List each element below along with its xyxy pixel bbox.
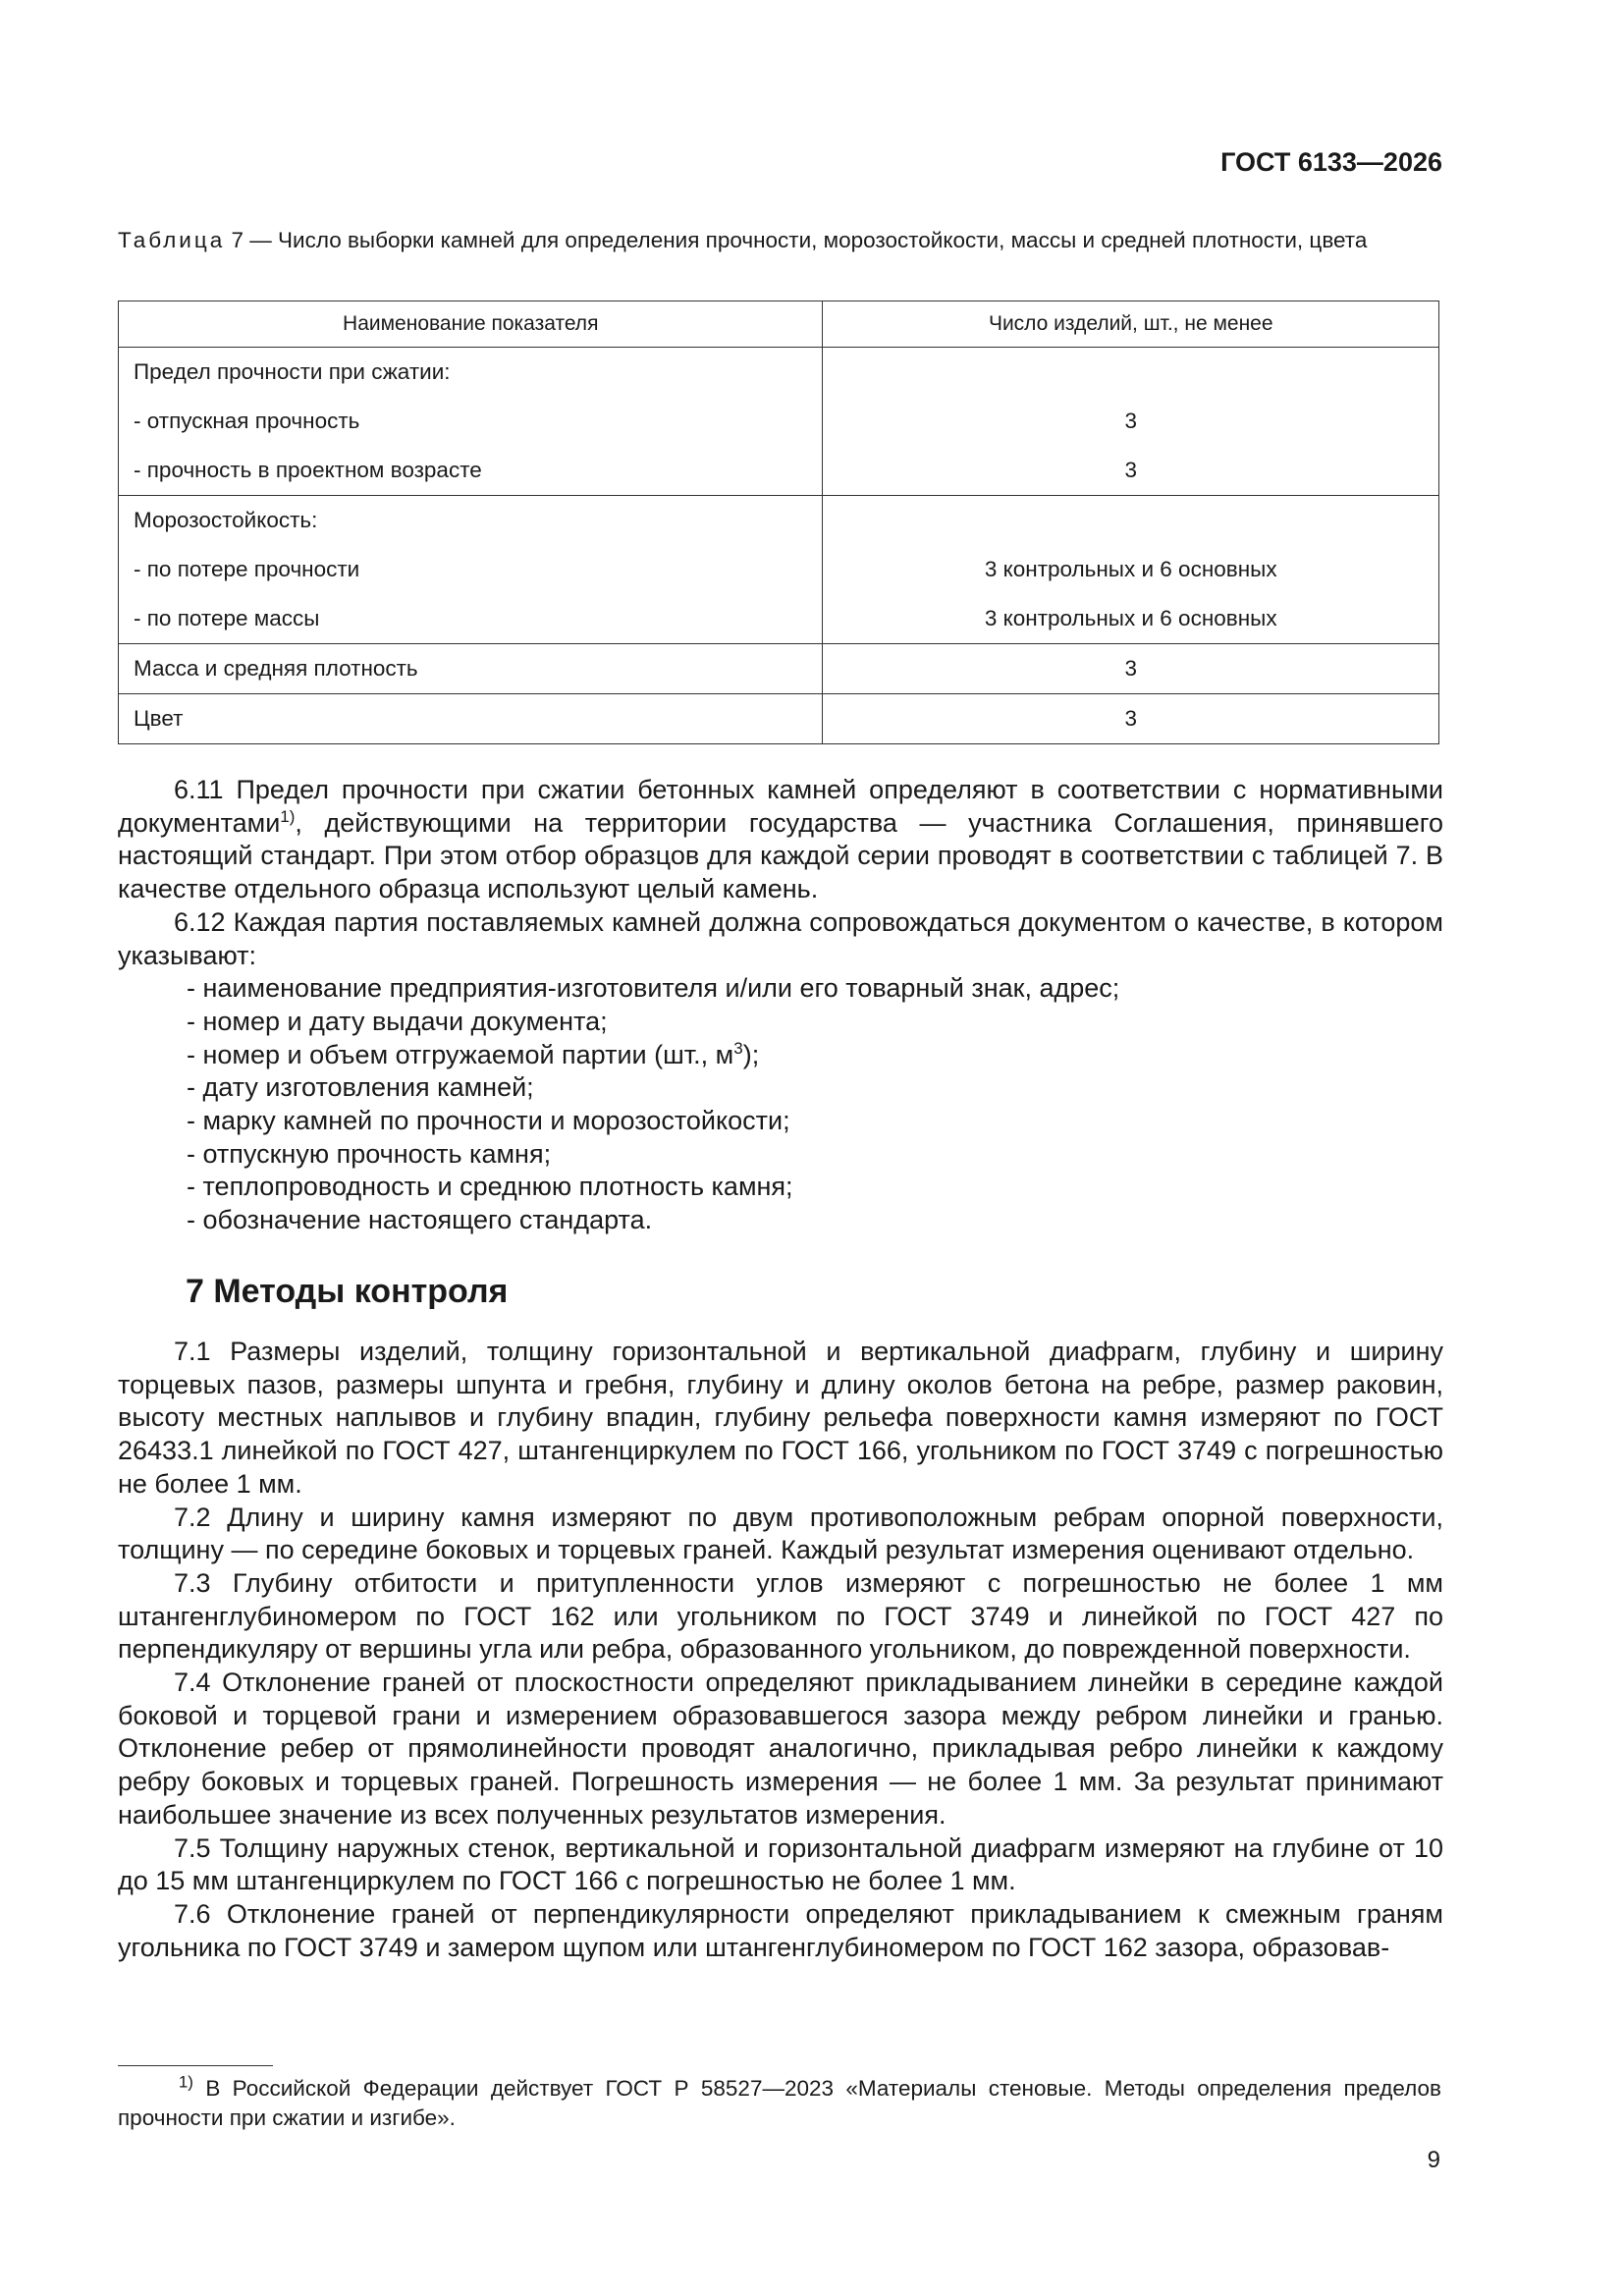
- cell-text: Масса и средняя плотность: [134, 656, 418, 681]
- cell-text: - по потере прочности: [134, 557, 360, 581]
- header-indicator-name: Наименование показателя: [119, 301, 823, 348]
- indicator-cell: [119, 644, 823, 694]
- count-cell: [823, 348, 1439, 496]
- cell-text: - по потере массы: [134, 606, 320, 630]
- cell-value: 3 контрольных и 6 основных: [984, 557, 1277, 581]
- section-7-heading: 7 Методы контроля: [186, 1273, 509, 1310]
- paragraph-7-1: 7.1 Размеры изделий, толщину горизонтальной и вертикальной диафрагм, глубину и ширину торцевых пазов, размеры шпунта и гребня, глубину и длину околов бетона на ребре, размер раковин, высоту местных наплывов и глубину впадин, глубину рельефа поверхности камня измеряют по ГОСТ 26433.1 линейкой по ГОСТ 427, штангенциркулем по ГОСТ 166, угольником по ГОСТ 3749 с погрешностью не более 1 мм.: [118, 1337, 1443, 1499]
- footnote-ref: 1): [280, 806, 296, 826]
- table-caption: [118, 226, 1443, 255]
- paragraph-7-5: 7.5 Толщину наружных стенок, вертикальной и горизонтальной диафрагм измеряют на глубине от 10 до 15 мм штангенциркулем по ГОСТ 166 с погрешностью не более 1 мм.: [118, 1832, 1443, 1896]
- paragraph-text: , действующими на территории государства — участника Соглашения, принявшего настоящий стандарт. При этом отбор образцов для каждой серии проводят в соответствии с таблицей 7. В качестве отдельного образца используют целый камень.: [118, 807, 1443, 904]
- table-row: [119, 694, 1439, 744]
- table-header-row: [119, 301, 1439, 348]
- sample-size-table: [118, 301, 1439, 744]
- list-item: - марку камней по прочности и морозостойкости;: [187, 1106, 790, 1136]
- paragraph-6-11: [118, 774, 1443, 906]
- cell-value: 3: [1124, 458, 1137, 482]
- cell-value: 3: [1124, 409, 1137, 433]
- superscript: 3: [733, 1038, 743, 1058]
- count-cell: [823, 644, 1439, 694]
- cell-text: Предел прочности при сжатии:: [134, 359, 451, 384]
- count-cell: [823, 496, 1439, 644]
- table-row: [119, 644, 1439, 694]
- table-row: [119, 496, 1439, 644]
- cell-value: 3: [1124, 706, 1137, 731]
- paragraph-7-6: 7.6 Отклонение граней от перпендикулярности определяют прикладыванием к смежным граням угольника по ГОСТ 3749 и замером щупом или штангенглубиномером по ГОСТ 162 зазора, образовав-: [118, 1898, 1443, 1962]
- indicator-cell: [119, 694, 823, 744]
- list-item-text: - номер и объем отгружаемой партии (шт., м: [187, 1039, 734, 1069]
- footnote-text: В Российской Федерации действует ГОСТ Р 58527—2023 «Материалы стеновые. Методы определения пределов прочности при сжатии и изгибе».: [118, 2076, 1441, 2130]
- cell-value: [823, 496, 1438, 545]
- page-number: 9: [1427, 2147, 1440, 2173]
- table-row: [119, 348, 1439, 496]
- standard-header: ГОСТ 6133—2026: [1220, 147, 1442, 177]
- cell-text: - прочность в проектном возрасте: [134, 458, 482, 482]
- list-item: - наименование предприятия-изготовителя и/или его товарный знак, адрес;: [187, 973, 1120, 1004]
- count-cell: [823, 694, 1439, 744]
- list-item: - номер и дату выдачи документа;: [187, 1006, 608, 1036]
- list-item: - отпускную прочность камня;: [187, 1138, 552, 1169]
- paragraph-7-3: 7.3 Глубину отбитости и притупленности углов измеряют с погрешностью не более 1 мм штангенглубиномером по ГОСТ 162 или угольником по ГОСТ 3749 и линейкой по ГОСТ 427 по перпендикуляру от вершины угла или ребра, образованного угольником, до поврежденной поверхности.: [118, 1567, 1443, 1665]
- list-item-tail: );: [742, 1039, 760, 1069]
- section-6-text: [118, 774, 1443, 1237]
- list-item: [118, 1039, 1443, 1072]
- table-caption-text: 7 — Число выборки камней для определения прочности, морозостойкости, массы и средней плотности, цвета: [225, 228, 1368, 252]
- paragraph-text: 6.11 Предел прочности при сжатии бетонных камней определяют в соответствии с нормативными документами: [118, 775, 1443, 838]
- section-7-text: [118, 1336, 1443, 1964]
- cell-text: Морозостойкость:: [134, 508, 318, 532]
- footnote-divider: [118, 2065, 273, 2066]
- table-caption-prefix: Таблица: [118, 228, 226, 252]
- cell-text: - отпускная прочность: [134, 409, 360, 433]
- footnote-mark: 1): [178, 2072, 193, 2092]
- indicator-cell: [119, 496, 823, 644]
- paragraph-6-12: 6.12 Каждая партия поставляемых камней должна сопровождаться документом о качестве, в котором указывают:: [118, 906, 1443, 970]
- list-item: - дату изготовления камней;: [187, 1072, 534, 1103]
- cell-value: 3: [1124, 656, 1137, 681]
- header-item-count: Число изделий, шт., не менее: [823, 301, 1439, 348]
- cell-value: [823, 348, 1438, 397]
- indicator-cell: [119, 348, 823, 496]
- paragraph-7-4: 7.4 Отклонение граней от плоскостности определяют прикладыванием линейки в середине каждой боковой и торцевой грани и измерением образовавшегося зазора между ребром линейки и гранью. Отклонение ребер от прямолинейности проводят аналогично, прикладывая ребро линейки к каждому ребру боковых и торцевых граней. Погрешность измерения — не более 1 мм. За результат принимают наибольшее значение из всех полученных результатов измерения.: [118, 1667, 1443, 1830]
- paragraph-7-2: 7.2 Длину и ширину камня измеряют по двум противоположным ребрам опорной поверхности, толщину — по середине боковых и торцевых граней. Каждый результат измерения оценивают отдельно.: [118, 1502, 1443, 1565]
- footnote: [118, 2074, 1441, 2133]
- list-item: - теплопроводность и среднюю плотность камня;: [187, 1172, 793, 1202]
- cell-value: 3 контрольных и 6 основных: [984, 606, 1277, 630]
- cell-text: Цвет: [134, 706, 184, 731]
- list-item: - обозначение настоящего стандарта.: [187, 1205, 653, 1235]
